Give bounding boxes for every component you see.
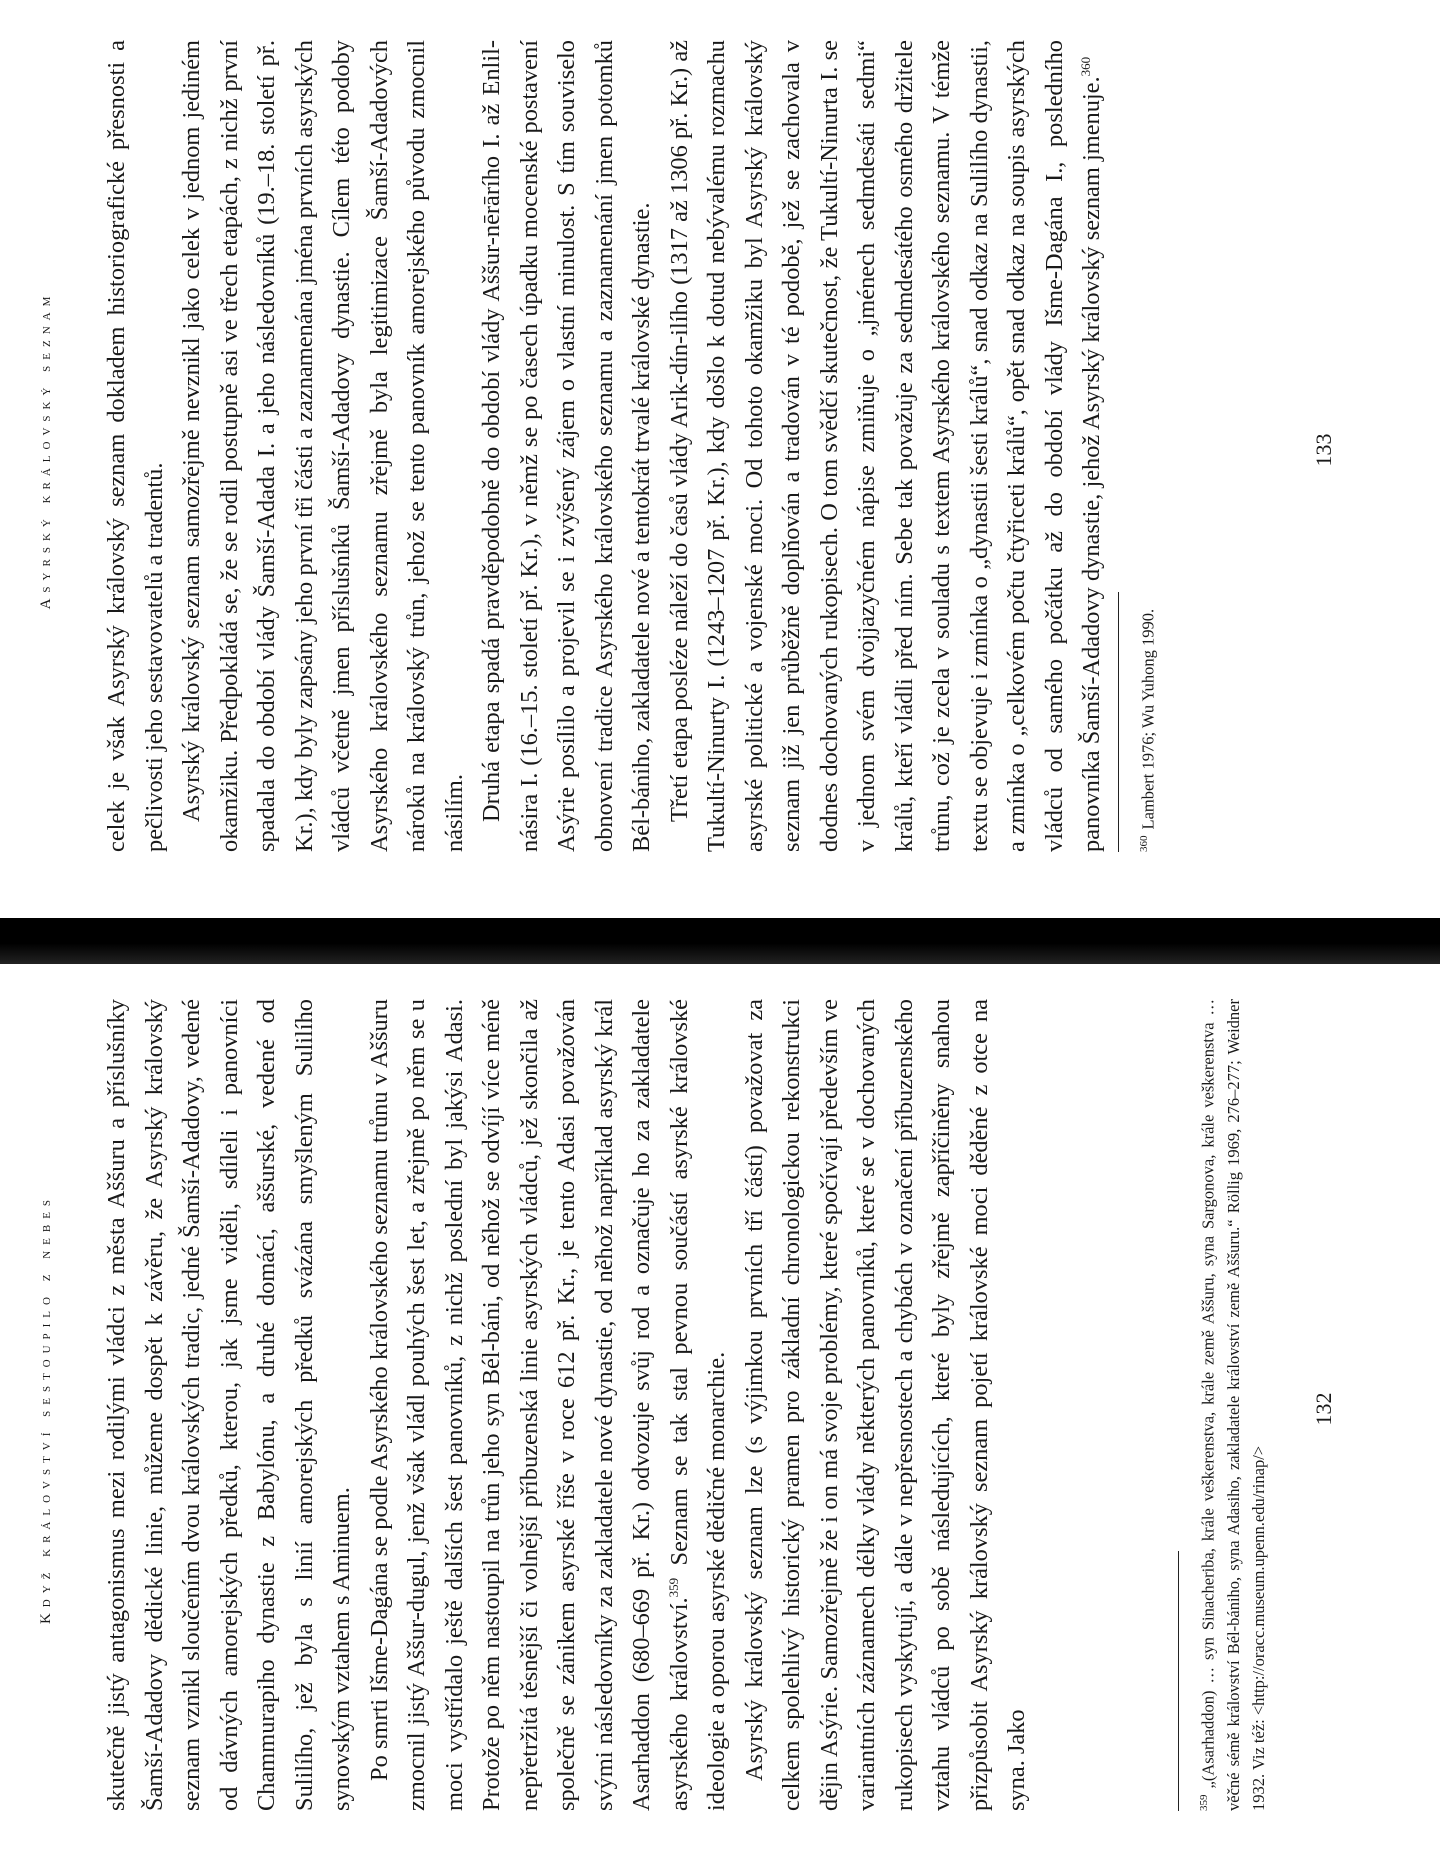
running-head: Asyrský královský seznam: [38, 290, 54, 610]
running-head: Když království sestoupilo z nebes: [38, 1193, 54, 1625]
paragraph: Druhá etapa spadá pravděpodobně do období vlády Aššur-nērārího I. až Enlil-násira I. (16.–15. století př. Kr.), v němž se po časech úpadku mocenské postavení Asýrie posílilo a projevil se i zvýšený zájem o vlastní minulost. S tím souviselo obnovení tradice Asyrského královského seznamu a zaznamenání jmen potomků Bél-bániho, zakladatele nové a tentokrát trvalé královské dynastie.: [478, 40, 655, 852]
paragraph: Asyrský královský seznam samozřejmě nevznikl jako celek v jednom jediném okamžiku. Předpokládá se, že se rodil postupně asi ve třech etapách, z nichž první spadala do období vlády Šamší-Adada I. a jeho následovníků (19.–18. století př. Kr.), kdy byly zapsány jeho první tři části a zaznamenána jména prvních asyrských vládců včetně jmen příslušníků Šamší-Adadovy dynastie. Cílem této podoby Asyrského královského seznamu zřejmě byla legitimizace Šamší-Adadových nároků na královský trůn, jehož se tento panovník amorejského původu zmocnil násilím.: [178, 40, 468, 852]
book-gutter: [0, 918, 1440, 964]
footnote-reference[interactable]: 359: [665, 1577, 681, 1598]
footnote-divider: [1178, 1551, 1179, 1811]
paragraph: skutečně jistý antagonismus mezi rodilými vládci z města Aššuru a příslušníky Šamší-Adadovy dědické linie, můžeme dospět k závěru, že Asyrský královský seznam vznikl sloučením dvou královských tradic, jedné Šamší-Adadovy, vedené od dávných amorejských předků, kterou, jak jsme viděli, sdíleli i panovníci Chammurapiho dynastie z Babylónu, a druhé domácí, aššurské, vedené od Sulilího, jež byla s linií amorejských předků svázána smyšleným Sulilího synovským vztahem s Aminuem.: [103, 999, 355, 1811]
footnote-number: 359: [1198, 1794, 1210, 1811]
footnote-text: Lambert 1976; Wu Yuhong 1990.: [1138, 608, 1158, 830]
footnote-divider: [1118, 592, 1119, 852]
footnote-text: „(Asarhaddon) … syn Sinacheriba, krále veškerenstva, krále země Aššuru, syna Sargonova, krále veškerenstva … věčné sémě království Bél-bániho, syna Adasiho, zakladatele království země Aššuru.“ Röllig 1969, 276–277; Weidner 1932. Viz též: <http://oracc.museum.upenn.edu/rinap/>: [1198, 999, 1268, 1811]
body-text: [98, 999, 1036, 1811]
footnote-reference[interactable]: 360: [1077, 56, 1093, 77]
footnotes: [1132, 40, 1161, 852]
page-133: [12, 0, 1397, 900]
page-132: [12, 959, 1397, 1859]
footnotes: [1192, 999, 1271, 1811]
paragraph: Asyrský královský seznam lze (s výjimkou prvních tří částí) považovat za celkem spolehlivý historický pramen pro základní chronologickou rekonstrukci dějin Asýrie. Samozřejmě že i on má svoje problémy, které spočívají především ve variantních záznamech délky vlády některých panovníků, které se v dochovaných rukopisech vyskytují, a dále v nepřesnostech a chybách v označení příbuzenského vztahu vládců po sobě následujících, které byly zřejmě zapříčiněny snahou přizpůsobit Asyrský královský seznam pojetí královské moci děděné z otce na syna. Jako: [740, 999, 1030, 1811]
footnote: [1132, 40, 1161, 852]
paragraph-text: Seznam se tak stal pevnou součástí asyrské královské ideologie a oporou asyrské dědičné monarchie.: [665, 999, 730, 1811]
footnote: [1192, 999, 1271, 1811]
page-number: 133: [1311, 433, 1336, 467]
paragraph-text: Po smrti Išme-Dagána se podle Asyrského královského seznamu trůnu v Aššuru zmocnil jistý Aššur-dugul, jenž však vládl pouhých šest let, a zřejmě po něm se u moci vystřídalo ještě dalších šest panovníků, z nichž poslední byl jakýsi Adasi. Protože po něm nastoupil na trůn jeho syn Bél-báni, od něhož se odvíjí více méně nepřetržitá těsnější či volnější příbuzenská linie asyrských vládců, jež skončila až společně se zánikem asyrské říše v roce 612 př. Kr., je tento Adasi považován svými následovníky za zakladatele nové dynastie, od něhož například asyrský král Asarhaddon (680–669 př. Kr.) odvozuje svůj rod a označuje ho za zakladatele asyrského království.: [365, 999, 693, 1811]
page-number: 132: [1311, 1392, 1336, 1426]
paragraph-text: Třetí etapa posléze náleží do časů vlády Arik-dín-ilího (1317 až 1306 př. Kr.) až Tukultí-Ninurty I. (1243–1207 př. Kr.), kdy došlo k dotud nebývalému rozmachu asyrské politické a vojenské moci. Od tohoto okamžiku byl Asyrský královský seznam již jen průběžně doplňován a tradován v té podobě, jež se zachovala v dodnes dochovaných rukopisech. O tom svědčí skutečnost, že Tukultí-Ninurta I. se v jednom svém dvojjazyčném nápise zmiňuje o „jménech sedmdesáti sedmi“ králů, kteří vládli před ním. Sebe tak považuje za sedmdesátého osmého držitele trůnu, což je zcela v souladu s textem Asyrského královského seznamu. V témže textu se objevuje i zmínka o „dynastii šesti králů“, snad odkaz na Sulilího dynastii, a zmínka o „celkovém počtu čtyřiceti králů“, opět snad odkaz na soupis asyrských vládců od samého počátku až do období vlády Išme-Dagána I., posledního panovníka Šamší-Adadovy dynastie, jehož Asyrský královský seznam jmenuje.: [665, 40, 1105, 852]
paragraph: [361, 999, 736, 1811]
body-text: [98, 40, 1111, 852]
paragraph: [661, 40, 1111, 852]
footnote-number: 360: [1138, 835, 1150, 852]
paragraph: celek je však Asyrský královský seznam dokladem historiografické přesnosti a pečlivosti jeho sestavovatelů a tradentů.: [103, 40, 168, 852]
